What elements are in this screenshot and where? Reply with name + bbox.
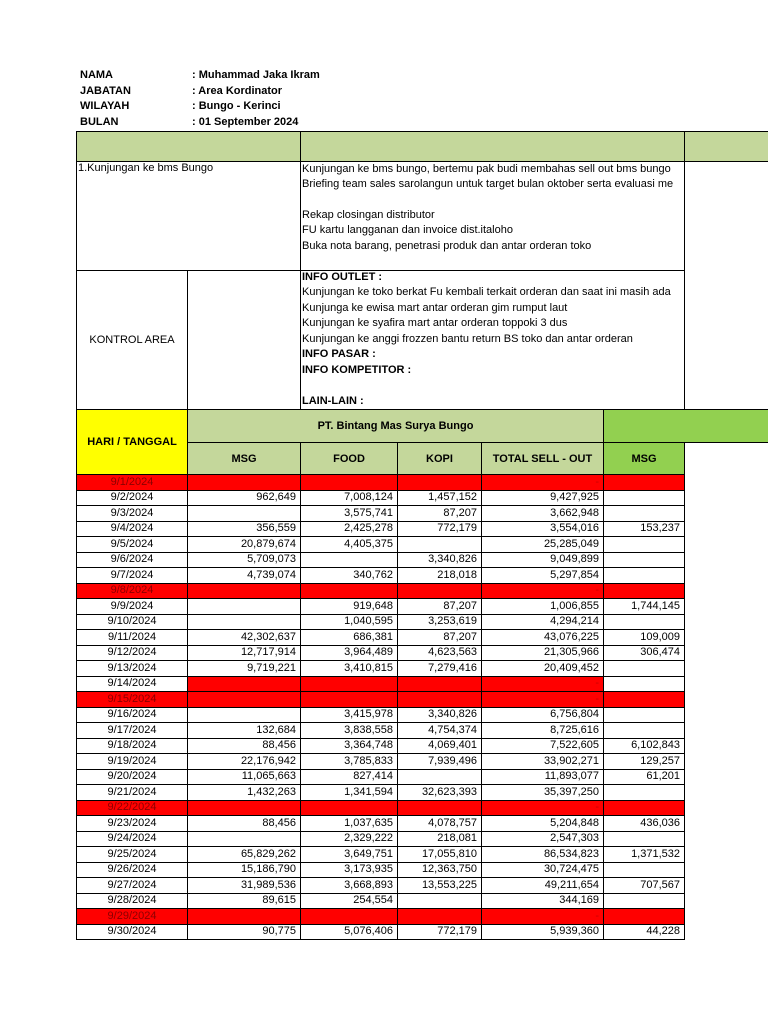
header-nama — [80, 69, 320, 81]
cell-msg2 — [604, 661, 685, 677]
cell-msg2 — [604, 692, 685, 708]
info-pasar-heading: INFO PASAR : — [302, 348, 376, 360]
cell-kopi: 87,207 — [398, 630, 482, 646]
cell-food: 4,405,375 — [301, 537, 398, 553]
cell-food: 1,037,635 — [301, 816, 398, 832]
cell-total: 4,294,214 — [482, 614, 604, 630]
cell-date: 9/12/2024 — [77, 645, 188, 661]
cell-msg2: 707,567 — [604, 878, 685, 894]
table-row — [77, 676, 685, 692]
cell-date: 9/11/2024 — [77, 630, 188, 646]
table-row — [77, 614, 685, 630]
activity-line: Kunjungan ke bms bungo, bertemu pak budi membahas sell out bms bungo — [302, 163, 671, 175]
cell-food — [301, 800, 398, 816]
cell-total: - — [482, 475, 604, 491]
header-label: BULAN — [80, 116, 119, 128]
outlet-line: Kunjunga ke ewisa mart antar orderan gim rumput laut — [302, 302, 568, 314]
cell-kopi: 13,553,225 — [398, 878, 482, 894]
cell-msg — [188, 583, 301, 599]
cell-food: 3,364,748 — [301, 738, 398, 754]
cell-total: 7,522,605 — [482, 738, 604, 754]
cell-date: 9/14/2024 — [77, 676, 188, 692]
table-row — [77, 816, 685, 832]
company-header — [187, 409, 604, 443]
cell-kopi — [398, 769, 482, 785]
cell-msg2 — [604, 614, 685, 630]
col-header-text: TOTAL SELL - OUT — [492, 452, 593, 465]
cell-food: 3,173,935 — [301, 862, 398, 878]
header-value: : Area Kordinator — [192, 85, 283, 97]
table-row — [77, 785, 685, 801]
outlet-line: Kunjungan ke syafira mart antar orderan toppoki 3 dus — [302, 317, 568, 329]
cell-total: 5,297,854 — [482, 568, 604, 584]
col-header-text: FOOD — [333, 452, 365, 465]
cell-date: 9/19/2024 — [77, 754, 188, 770]
cell-total: - — [482, 800, 604, 816]
header-bulan — [80, 116, 298, 128]
kontrol-empty-cell — [187, 270, 301, 410]
outlet-line: Kunjungan ke anggi frozzen bantu return BS toko dan antar orderan — [302, 333, 633, 345]
cell-kopi: 218,018 — [398, 568, 482, 584]
cell-msg: 11,065,663 — [188, 769, 301, 785]
cell-kopi: 12,363,750 — [398, 862, 482, 878]
cell-msg — [188, 831, 301, 847]
cell-msg — [188, 676, 301, 692]
cell-total: 43,076,225 — [482, 630, 604, 646]
cell-kopi — [398, 692, 482, 708]
company-header-text: PT. Bintang Mas Surya Bungo — [317, 420, 474, 432]
table-row — [77, 769, 685, 785]
header-value: : 01 September 2024 — [192, 116, 299, 128]
table-row — [77, 521, 685, 537]
cell-date: 9/8/2024 — [77, 583, 188, 599]
cell-total: 30,724,475 — [482, 862, 604, 878]
table-row — [77, 924, 685, 940]
cell-food — [301, 909, 398, 925]
cell-total: 2,547,303 — [482, 831, 604, 847]
cell-kopi: 7,939,496 — [398, 754, 482, 770]
cell-date: 9/24/2024 — [77, 831, 188, 847]
cell-date: 9/7/2024 — [77, 568, 188, 584]
info-outlet-heading: INFO OUTLET : — [302, 271, 383, 283]
col-header-text: KOPI — [426, 452, 453, 465]
cell-date: 9/22/2024 — [77, 800, 188, 816]
cell-food — [301, 475, 398, 491]
table-row — [77, 599, 685, 615]
cell-kopi — [398, 909, 482, 925]
cell-total: 86,534,823 — [482, 847, 604, 863]
cell-kopi — [398, 893, 482, 909]
col-header-total — [481, 442, 604, 475]
cell-msg2: 6,102,843 — [604, 738, 685, 754]
cell-food: 1,341,594 — [301, 785, 398, 801]
cell-food: 3,649,751 — [301, 847, 398, 863]
header-label: JABATAN — [80, 85, 131, 97]
cell-msg: 4,739,074 — [188, 568, 301, 584]
activity-title: 1.Kunjungan ke bms Bungo — [78, 162, 214, 174]
table-row — [77, 723, 685, 739]
cell-food — [301, 676, 398, 692]
cell-kopi: 87,207 — [398, 599, 482, 615]
cell-kopi — [398, 800, 482, 816]
cell-total: 5,204,848 — [482, 816, 604, 832]
cell-msg — [188, 909, 301, 925]
cell-date: 9/18/2024 — [77, 738, 188, 754]
table-row — [77, 552, 685, 568]
cell-msg: 12,717,914 — [188, 645, 301, 661]
cell-date: 9/3/2024 — [77, 506, 188, 522]
cell-msg2 — [604, 800, 685, 816]
cell-date: 9/23/2024 — [77, 816, 188, 832]
cell-date: 9/1/2024 — [77, 475, 188, 491]
table-row — [77, 831, 685, 847]
cell-msg2 — [604, 831, 685, 847]
cell-msg2 — [604, 583, 685, 599]
col-header-msg — [187, 442, 301, 475]
table-row — [77, 800, 685, 816]
cell-msg2 — [604, 568, 685, 584]
cell-msg: 89,615 — [188, 893, 301, 909]
cell-date: 9/4/2024 — [77, 521, 188, 537]
activity-line: Briefing team sales sarolangun untuk target bulan oktober serta evaluasi me — [302, 178, 674, 190]
cell-kopi: 772,179 — [398, 521, 482, 537]
cell-msg2: 44,228 — [604, 924, 685, 940]
cell-date: 9/2/2024 — [77, 490, 188, 506]
cell-kopi: 3,253,619 — [398, 614, 482, 630]
cell-date: 9/17/2024 — [77, 723, 188, 739]
cell-msg: 9,719,221 — [188, 661, 301, 677]
cell-kopi: 87,207 — [398, 506, 482, 522]
cell-msg: 31,989,536 — [188, 878, 301, 894]
cell-msg2: 306,474 — [604, 645, 685, 661]
cell-msg: 22,176,942 — [188, 754, 301, 770]
cell-msg2 — [604, 723, 685, 739]
cell-total: - — [482, 909, 604, 925]
cell-kopi: 218,081 — [398, 831, 482, 847]
cell-food: 3,575,741 — [301, 506, 398, 522]
cell-food: 5,076,406 — [301, 924, 398, 940]
cell-kopi: 4,078,757 — [398, 816, 482, 832]
cell-food: 3,785,833 — [301, 754, 398, 770]
table-row — [77, 568, 685, 584]
cell-food: 340,762 — [301, 568, 398, 584]
cell-msg: 65,829,262 — [188, 847, 301, 863]
table-row — [77, 537, 685, 553]
cell-kopi — [398, 583, 482, 599]
activity-line: FU kartu langganan dan invoice dist.italoho — [302, 224, 513, 236]
table-row — [77, 661, 685, 677]
cell-kopi: 4,754,374 — [398, 723, 482, 739]
sell-out-table — [76, 474, 685, 940]
cell-msg2 — [604, 676, 685, 692]
cell-food — [301, 583, 398, 599]
cell-total: 1,006,855 — [482, 599, 604, 615]
cell-msg — [188, 475, 301, 491]
cell-kopi: 3,340,826 — [398, 552, 482, 568]
cell-total: 49,211,654 — [482, 878, 604, 894]
cell-kopi: 32,623,393 — [398, 785, 482, 801]
cell-total: 11,893,077 — [482, 769, 604, 785]
cell-date: 9/25/2024 — [77, 847, 188, 863]
cell-total: 9,427,925 — [482, 490, 604, 506]
cell-msg2: 1,744,145 — [604, 599, 685, 615]
header-wilayah — [80, 100, 281, 112]
header-label: NAMA — [80, 69, 113, 81]
cell-total: 5,939,360 — [482, 924, 604, 940]
cell-food: 827,414 — [301, 769, 398, 785]
cell-kopi — [398, 676, 482, 692]
cell-date: 9/15/2024 — [77, 692, 188, 708]
cell-total: - — [482, 583, 604, 599]
cell-msg2 — [604, 537, 685, 553]
cell-food — [301, 552, 398, 568]
cell-msg — [188, 800, 301, 816]
cell-msg — [188, 707, 301, 723]
cell-food: 2,329,222 — [301, 831, 398, 847]
cell-msg2: 436,036 — [604, 816, 685, 832]
cell-msg — [188, 614, 301, 630]
cell-date: 9/21/2024 — [77, 785, 188, 801]
cell-date: 9/29/2024 — [77, 909, 188, 925]
cell-kopi: 772,179 — [398, 924, 482, 940]
table-row — [77, 692, 685, 708]
cell-msg2: 61,201 — [604, 769, 685, 785]
cell-food: 1,040,595 — [301, 614, 398, 630]
col-header-text: MSG — [231, 452, 257, 465]
lain-lain-heading: LAIN-LAIN : — [302, 395, 364, 407]
col-header-kopi — [397, 442, 482, 475]
cell-food: 3,415,978 — [301, 707, 398, 723]
table-row — [77, 862, 685, 878]
cell-msg: 20,879,674 — [188, 537, 301, 553]
cell-food: 3,964,489 — [301, 645, 398, 661]
table-row — [77, 506, 685, 522]
cell-msg2 — [604, 862, 685, 878]
date-header-text: HARI / TANGGAL — [87, 436, 177, 448]
table-row — [77, 707, 685, 723]
table-row — [77, 847, 685, 863]
cell-msg: 88,456 — [188, 816, 301, 832]
activity-line: Buka nota barang, penetrasi produk dan antar orderan toko — [302, 240, 592, 252]
cell-total: 35,397,250 — [482, 785, 604, 801]
cell-food: 919,648 — [301, 599, 398, 615]
date-column-header — [76, 409, 188, 475]
cell-food: 3,410,815 — [301, 661, 398, 677]
table-row — [77, 754, 685, 770]
table-row — [77, 475, 685, 491]
cell-total: 25,285,049 — [482, 537, 604, 553]
cell-msg2: 109,009 — [604, 630, 685, 646]
cell-date: 9/27/2024 — [77, 878, 188, 894]
cell-msg2 — [604, 475, 685, 491]
cell-food: 686,381 — [301, 630, 398, 646]
cell-food: 3,838,558 — [301, 723, 398, 739]
cell-msg2 — [604, 707, 685, 723]
cell-msg: 90,775 — [188, 924, 301, 940]
cell-food: 7,008,124 — [301, 490, 398, 506]
cell-food: 254,554 — [301, 893, 398, 909]
cell-total: 3,662,948 — [482, 506, 604, 522]
cell-msg2: 1,371,532 — [604, 847, 685, 863]
cell-date: 9/13/2024 — [77, 661, 188, 677]
cell-food: 2,425,278 — [301, 521, 398, 537]
col-header-text: MSG — [631, 452, 657, 465]
cell-total: - — [482, 692, 604, 708]
table-row — [77, 893, 685, 909]
cell-total: 8,725,616 — [482, 723, 604, 739]
cell-msg: 962,649 — [188, 490, 301, 506]
cell-date: 9/9/2024 — [77, 599, 188, 615]
section-header-left — [76, 131, 301, 162]
table-row — [77, 909, 685, 925]
cell-msg2 — [604, 893, 685, 909]
cell-total: 21,305,966 — [482, 645, 604, 661]
cell-msg2 — [604, 506, 685, 522]
table-row — [77, 645, 685, 661]
info-kompetitor-heading: INFO KOMPETITOR : — [302, 364, 412, 376]
cell-kopi: 7,279,416 — [398, 661, 482, 677]
cell-date: 9/30/2024 — [77, 924, 188, 940]
cell-msg: 5,709,073 — [188, 552, 301, 568]
header-value: : Bungo - Kerinci — [192, 100, 281, 112]
cell-kopi — [398, 475, 482, 491]
table-row — [77, 878, 685, 894]
cell-kopi: 17,055,810 — [398, 847, 482, 863]
kontrol-label: KONTROL AREA — [89, 334, 175, 346]
cell-total: 20,409,452 — [482, 661, 604, 677]
cell-msg — [188, 599, 301, 615]
header-label: WILAYAH — [80, 100, 130, 112]
cell-total: 33,902,271 — [482, 754, 604, 770]
table-row — [77, 630, 685, 646]
table-row — [77, 490, 685, 506]
cell-msg: 356,559 — [188, 521, 301, 537]
cell-msg2 — [604, 490, 685, 506]
cell-msg: 88,456 — [188, 738, 301, 754]
section-header-right — [300, 131, 768, 162]
header-value: : Muhammad Jaka Ikram — [192, 69, 320, 81]
cell-total: - — [482, 676, 604, 692]
table-row — [77, 583, 685, 599]
col-header-food — [300, 442, 398, 475]
cell-food: 3,668,893 — [301, 878, 398, 894]
kontrol-label-cell — [76, 270, 188, 410]
activity-title-cell — [76, 161, 301, 271]
cell-total: 3,554,016 — [482, 521, 604, 537]
cell-msg — [188, 692, 301, 708]
cell-total: 6,756,804 — [482, 707, 604, 723]
cell-msg2 — [604, 552, 685, 568]
cell-kopi — [398, 537, 482, 553]
cell-msg2 — [604, 785, 685, 801]
cell-food — [301, 692, 398, 708]
cell-date: 9/6/2024 — [77, 552, 188, 568]
cell-msg: 42,302,637 — [188, 630, 301, 646]
header-jabatan — [80, 85, 282, 97]
cell-date: 9/28/2024 — [77, 893, 188, 909]
cell-msg2: 129,257 — [604, 754, 685, 770]
cell-msg: 1,432,263 — [188, 785, 301, 801]
cell-msg2 — [604, 909, 685, 925]
cell-date: 9/5/2024 — [77, 537, 188, 553]
activity-line: Rekap closingan distributor — [302, 209, 435, 221]
second-company-header — [603, 409, 768, 443]
col-header-msg2 — [603, 442, 685, 475]
cell-kopi: 4,069,401 — [398, 738, 482, 754]
cell-total: 344,169 — [482, 893, 604, 909]
cell-msg2: 153,237 — [604, 521, 685, 537]
cell-date: 9/20/2024 — [77, 769, 188, 785]
table-row — [77, 738, 685, 754]
cell-kopi: 4,623,563 — [398, 645, 482, 661]
cell-msg: 15,186,790 — [188, 862, 301, 878]
cell-kopi: 3,340,826 — [398, 707, 482, 723]
cell-date: 9/16/2024 — [77, 707, 188, 723]
cell-msg — [188, 506, 301, 522]
cell-msg: 132,684 — [188, 723, 301, 739]
cell-total: 9,049,899 — [482, 552, 604, 568]
cell-kopi: 1,457,152 — [398, 490, 482, 506]
cell-date: 9/10/2024 — [77, 614, 188, 630]
outlet-line: Kunjungan ke toko berkat Fu kembali terkait orderan dan saat ini masih ada — [302, 286, 671, 298]
cell-date: 9/26/2024 — [77, 862, 188, 878]
